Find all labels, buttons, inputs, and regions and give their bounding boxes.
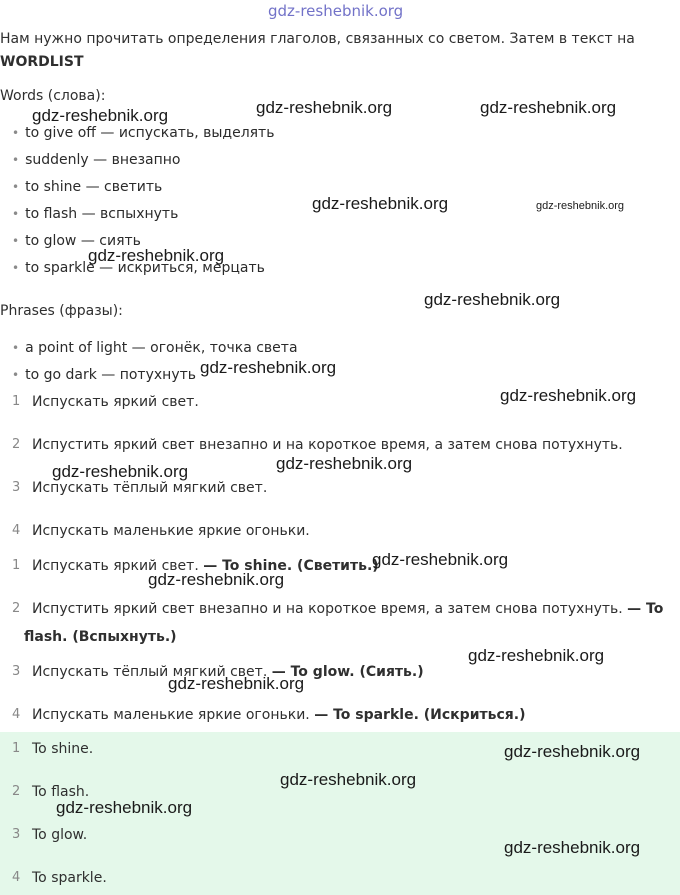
- bullet-icon: •: [12, 180, 20, 194]
- list-item: • to give off — испускать, выделять: [12, 125, 275, 141]
- list-item: • to glow — сиять: [12, 233, 141, 249]
- list-item: • to go dark — потухнуть: [12, 367, 197, 383]
- intro-text: Нам нужно прочитать определения глаголов, связанных со светом. Затем в текст на: [0, 31, 635, 47]
- watermark: gdz-reshebnik.org: [32, 106, 169, 125]
- bullet-icon: •: [12, 207, 20, 221]
- watermark: gdz-reshebnik.org: [52, 462, 189, 481]
- bullet-icon: •: [12, 234, 20, 248]
- watermark: gdz-reshebnik.org: [504, 742, 641, 761]
- watermark: gdz-reshebnik.org: [504, 838, 641, 857]
- list-item: • to shine — светить: [12, 179, 163, 195]
- watermark: gdz-reshebnik.org: [372, 550, 509, 569]
- watermark: gdz-reshebnik.org: [256, 98, 393, 117]
- watermark: gdz-reshebnik.org: [468, 646, 605, 665]
- watermark: gdz-reshebnik.org: [56, 798, 193, 817]
- words-label: Words (слова):: [0, 88, 106, 104]
- list-item: • to sparkle — искриться, мерцать: [12, 260, 265, 276]
- bullet-icon: •: [12, 368, 20, 382]
- bullet-icon: •: [12, 153, 20, 167]
- watermark: gdz-reshebnik.org: [276, 454, 413, 473]
- bullet-icon: •: [12, 261, 20, 275]
- list-item: • a point of light — огонёк, точка света: [12, 340, 298, 356]
- watermark: gdz-reshebnik.org: [280, 770, 417, 789]
- list-item: • suddenly — внезапно: [12, 152, 181, 168]
- watermark: gdz-reshebnik.org: [88, 246, 225, 265]
- watermark-top: gdz-reshebnik.org: [268, 2, 404, 20]
- watermark: gdz-reshebnik.org: [424, 290, 561, 309]
- answer-continuation: flash. (Вспыхнуть.): [24, 629, 177, 645]
- watermark: gdz-reshebnik.org: [500, 386, 637, 405]
- watermark: gdz-reshebnik.org: [148, 570, 285, 589]
- wordlist-heading: WORDLIST: [0, 54, 84, 70]
- phrases-label: Phrases (фразы):: [0, 303, 123, 319]
- watermark: gdz-reshebnik.org: [480, 98, 617, 117]
- watermark: gdz-reshebnik.org: [200, 358, 337, 377]
- bullet-icon: •: [12, 126, 20, 140]
- watermark: gdz-reshebnik.org: [312, 194, 449, 213]
- list-item: • to flash — вспыхнуть: [12, 206, 179, 222]
- bullet-icon: •: [12, 341, 20, 355]
- watermark: gdz-reshebnik.org: [536, 200, 625, 212]
- watermark: gdz-reshebnik.org: [168, 674, 305, 693]
